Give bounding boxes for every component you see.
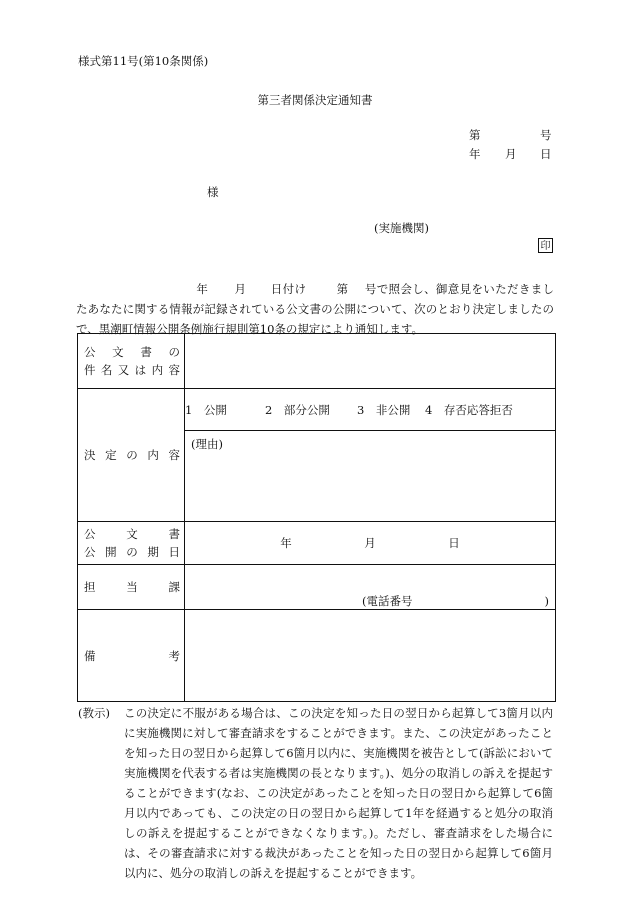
label-remarks [78,610,185,702]
label-decision-line: 決 定 の 内 容 [84,448,180,462]
row-document [78,334,556,389]
label-period [78,522,185,565]
label-section [78,565,185,610]
tel-line [185,565,555,609]
seal-mark: 印 [538,238,553,253]
field-section[interactable] [185,565,556,610]
label-document-line1: 公 文 書 の [84,345,180,359]
row-section [78,565,556,610]
label-remarks-line: 備 考 [84,648,180,663]
period-year: 年 [280,536,292,550]
number-dai: 第 [469,128,481,142]
document-title: 第三者関係決定通知書 [257,93,373,107]
row-period [78,522,556,565]
label-period-line1: 公 文 書 [84,527,180,541]
choice-partial-disclose[interactable]: 2 部分公開 [265,402,330,417]
issuer-label: (実施機関) [374,221,429,235]
field-period[interactable] [185,522,556,565]
row-decision-choices [78,389,556,431]
choice-refuse-existence[interactable]: 4 存否応答拒否 [425,402,513,417]
row-remarks [78,610,556,702]
decision-choices [185,389,556,431]
label-period-line2: 公 開 の 期 日 [84,545,180,559]
notes-label: (教示) [78,706,110,720]
field-reason[interactable] [185,431,556,522]
reason-label: (理由) [191,437,223,451]
date-month: 月 [505,147,517,161]
date-day: 日 [540,147,552,161]
label-document-line2: 件 名 又 は 内 容 [84,363,180,377]
period-month: 月 [364,536,376,550]
addressee-sama: 様 [207,185,219,199]
tel-close: ) [544,594,549,608]
number-go: 号 [540,128,552,142]
intro-paragraph [76,279,554,339]
intro-year: 年 [196,282,209,296]
choice-non-disclose[interactable]: 3 非公開 [357,402,411,417]
form-number: 様式第11号(第10条関係) [78,54,209,68]
field-remarks[interactable] [185,610,556,702]
field-document[interactable] [185,334,556,389]
label-section-line: 担 当 課 [84,580,180,594]
period-day: 日 [448,536,460,550]
notes-text: この決定に不服がある場合は、この決定を知った日の翌日から起算して3箇月以内に実施機関に対して審査請求をすることができます。また、この決定があったことを知った日の翌日から起算して6箇月以内に、実施機関を被告として(訴訟において実施機関を代表する者は実施機関の長となります。)、処分の取消しの訴えを提起することができます(なお、この決定があったことを知った日の翌日から起算して6箇月以内であっても、この決定の日の翌日から起算して1年を経過すると処分の取消しの訴えを提起することができなくなります。)。ただし、審査請求をした場合には、その審査請求に対する裁決があったことを知った日の翌日から起算して6箇月以内に、処分の取消しの訴えを提起することができます。 [124,706,553,880]
intro-number-dai: 第 [336,282,349,296]
decision-form-table [77,333,556,702]
intro-day-ref: 日付け [270,282,307,296]
tel-open: (電話番号 [362,594,413,608]
date-year: 年 [469,147,481,161]
intro-month: 月 [234,282,247,296]
intro-text: 号で照会し、御意見をいただきましたあなたに関する情報が記録されている公文書の公開について、次のとおり決定しましたので、黒潮町情報公開条例施行規則第10条の規定により通知します。 [76,282,555,336]
label-decision [78,389,185,522]
label-document [78,334,185,389]
choice-disclose[interactable]: 1 公開 [185,402,227,417]
